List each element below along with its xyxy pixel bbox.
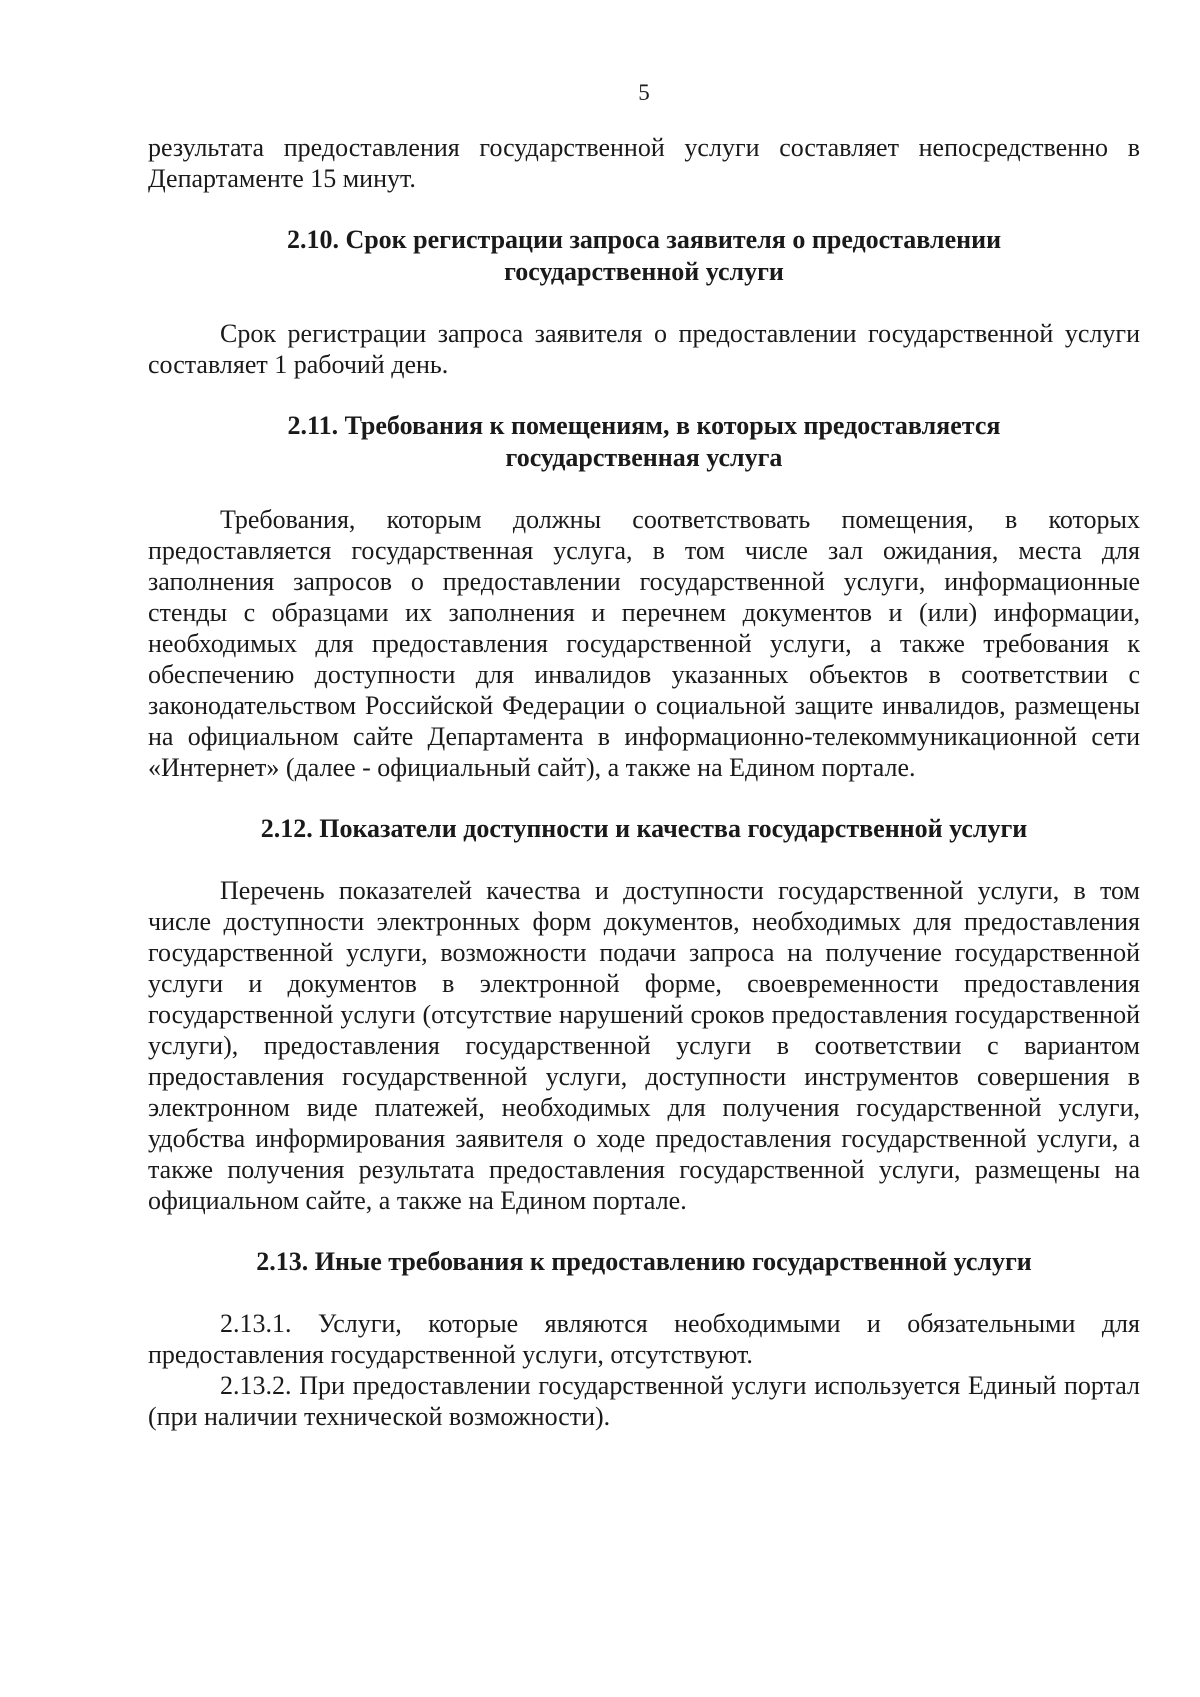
paragraph-2-13-2: 2.13.2. При предоставлении государственной услуги используется Единый портал (при наличии технической возможности). <box>148 1371 1140 1431</box>
paragraph-registration-term: Срок регистрации запроса заявителя о предоставлении государственной услуги составляет 1 рабочий день. <box>148 319 1140 379</box>
heading-2-11: 2.11. Требования к помещениям, в которых предоставляется государственная услуга <box>287 411 1001 472</box>
paragraph-result-time: результата предоставления государственной услуги составляет непосредственно в Департаменте 15 минут. <box>148 133 1140 193</box>
page-number: 5 <box>638 80 650 105</box>
document-page <box>148 0 1140 1697</box>
paragraph-premises-requirements: Требования, которым должны соответствовать помещения, в которых предоставляется государственная услуга, в том числе зал ожидания, места для заполнения запросов о предоставлении государственной услуги, информационные стенды с образцами их заполнения и перечнем документов и (или) информации, необходимых для предоставления государственной услуги, а также требования к обеспечению доступности для инвалидов указанных объектов в соответствии с законодательством Российской Федерации о социальной защите инвалидов, размещены на официальном сайте Департамента в информационно-телекоммуникационной сети «Интернет» (далее - официальный сайт), а также на Едином портале. <box>148 505 1140 782</box>
heading-2-13: 2.13. Иные требования к предоставлению государственной услуги <box>256 1247 1032 1276</box>
heading-2-12: 2.12. Показатели доступности и качества государственной услуги <box>260 814 1028 843</box>
paragraph-2-13-1: 2.13.1. Услуги, которые являются необходимыми и обязательными для предоставления государственной услуги, отсутствуют. <box>148 1309 1140 1369</box>
document-body <box>148 132 1140 1432</box>
heading-2-10: 2.10. Срок регистрации запроса заявителя о предоставлении государственной услуги <box>286 225 1002 286</box>
paragraph-quality-indicators: Перечень показателей качества и доступности государственной услуги, в том числе доступности электронных форм документов, необходимых для предоставления государственной услуги, возможности подачи запроса на получение государственной услуги и документов в электронной форме, своевременности предоставления государственной услуги (отсутствие нарушений сроков предоставления государственной услуги), предоставления государственной услуги в соответствии с вариантом предоставления государственной услуги, доступности инструментов совершения в электронном виде платежей, необходимых для получения государственной услуги, удобства информирования заявителя о ходе предоставления государственной услуги, а также получения результата предоставления государственной услуги, размещены на официальном сайте, а также на Едином портале. <box>148 876 1140 1215</box>
